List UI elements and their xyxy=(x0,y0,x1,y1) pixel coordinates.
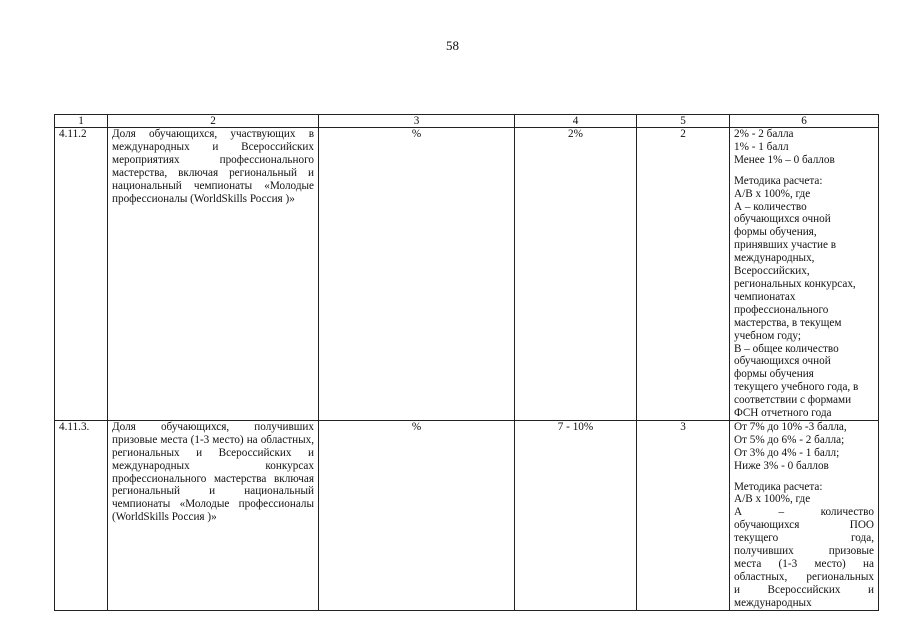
method-line: профессионального xyxy=(734,303,829,316)
criteria-line: 2% - 2 балла xyxy=(734,128,794,140)
indicator-value: 2% xyxy=(515,128,637,421)
method-line: формы обучения, xyxy=(734,226,817,239)
indicator-unit: % xyxy=(319,128,515,421)
method-line: мастерства, в текущем xyxy=(734,316,842,329)
indicator-score: 3 xyxy=(637,420,730,610)
column-header-5: 5 xyxy=(637,115,730,128)
column-number-row xyxy=(55,115,879,128)
method-line: текущего учебного года, в xyxy=(734,381,859,394)
column-header-3: 3 xyxy=(319,115,515,128)
indicator-code: 4.11.2 xyxy=(55,128,108,421)
table-row xyxy=(55,420,879,610)
column-header-2: 2 xyxy=(108,115,319,128)
indicator-criteria xyxy=(730,128,879,421)
method-line: принявших участие в xyxy=(734,239,837,252)
method-line: соответствии с формами xyxy=(734,394,852,407)
method-line: ФСН отчетного года xyxy=(734,407,832,420)
criteria-line: 1% - 1 балл xyxy=(734,140,789,153)
method-line: обучающихся очной xyxy=(734,213,831,226)
method-line: международных xyxy=(734,596,812,609)
column-header-6: 6 xyxy=(730,115,879,128)
method-line: обучающихся очной xyxy=(734,355,831,368)
method-line: региональных конкурсах, xyxy=(734,277,856,290)
method-line: В – общее количество xyxy=(734,342,839,355)
method-line: места (1-3 место) на xyxy=(734,558,874,570)
method-line: учебном году; xyxy=(734,329,801,342)
method-line: формы обучения xyxy=(734,368,814,381)
page-number: 58 xyxy=(446,38,459,53)
column-header-1: 1 xyxy=(55,115,108,128)
column-header-4: 4 xyxy=(515,115,637,128)
method-line: областных, региональных xyxy=(734,570,874,583)
indicator-score: 2 xyxy=(637,128,730,421)
method-formula: А/В х 100%, где xyxy=(734,493,811,506)
table-row xyxy=(55,128,879,421)
method-line: А – количество xyxy=(734,200,807,213)
indicator-name: Доля обучающихся, участвующих в международных и Всероссийских мероприятиях профессионального мастерства, включая региональный и национальный чемпионаты «Молодые профессионалы (WorldSkills Россия )» xyxy=(108,128,319,421)
method-line: Всероссийских, xyxy=(734,265,810,278)
criteria-line: Менее 1% – 0 баллов xyxy=(734,153,835,166)
method-line: обучающихся ПОО xyxy=(734,519,874,532)
criteria-line: Ниже 3% - 0 баллов xyxy=(734,459,829,472)
indicator-name: Доля обучающихся, получивших призовые места (1-3 место) на областных, региональных и Всероссийских и международных конкурсах профессионального мастерства включая региональный и национальный чемпионаты «Молодые профессионалы (WorldSkills Россия )» xyxy=(108,420,319,610)
method-line: чемпионатах xyxy=(734,290,796,303)
method-formula: А/В х 100%, где xyxy=(734,187,811,200)
criteria-line: От 5% до 6% - 2 балла; xyxy=(734,433,845,446)
indicator-code: 4.11.3. xyxy=(55,420,108,610)
indicator-value: 7 - 10% xyxy=(515,420,637,610)
method-title: Методика расчета: xyxy=(734,480,823,493)
method-line: А – количество xyxy=(734,506,874,519)
indicators-table xyxy=(54,114,879,611)
indicator-criteria xyxy=(730,420,879,610)
method-line: текущего года, xyxy=(734,532,874,545)
method-line: и Всероссийских и xyxy=(734,583,874,596)
method-title: Методика расчета: xyxy=(734,174,823,187)
criteria-line: От 7% до 10% -3 балла, xyxy=(734,420,847,433)
method-line: международных, xyxy=(734,252,815,265)
criteria-line: От 3% до 4% - 1 балл; xyxy=(734,446,840,459)
indicator-unit: % xyxy=(319,420,515,610)
method-line: получивших призовые xyxy=(734,545,874,558)
